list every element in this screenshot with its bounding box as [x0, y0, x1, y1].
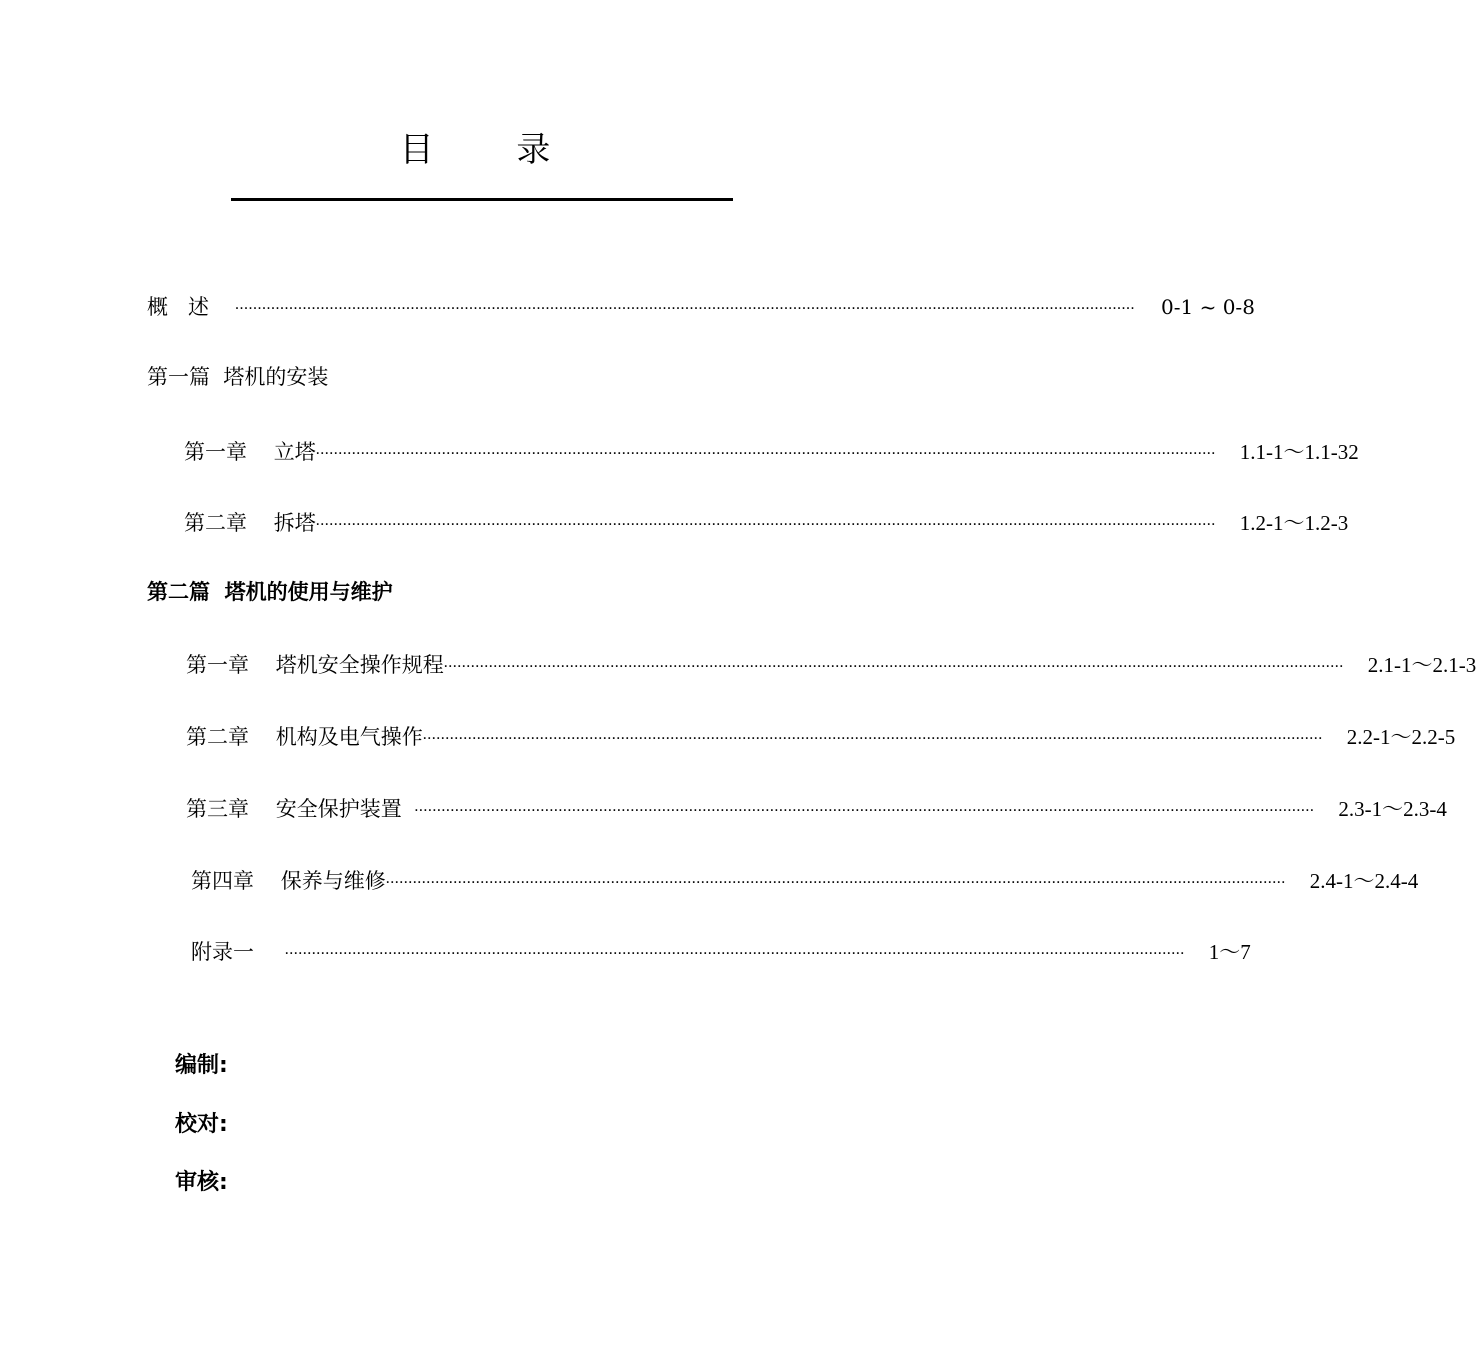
page-title: 目 录: [399, 130, 587, 170]
toc-entry-pages: 2.3-1～2.3-4: [1338, 797, 1447, 821]
signature-compiled-label: 编制:: [175, 1053, 228, 1078]
toc-entry-appendix-1[interactable]: [191, 933, 1251, 967]
toc-entry-part2-ch1[interactable]: [186, 646, 1476, 680]
toc-entry-pages: 2.1-1～2.1-3: [1367, 653, 1476, 677]
toc-entry-label: 第一章 塔机安全操作规程: [186, 653, 444, 677]
toc-entry-label: 第三章 安全保护装置: [186, 797, 409, 821]
dot-leader: ........................................................................................................................................................................................................: [385, 870, 1286, 887]
toc-entry-overview[interactable]: [147, 288, 1255, 322]
part-heading-1: 第一篇 塔机的安装: [147, 365, 329, 389]
toc-entry-part1-ch1[interactable]: [184, 433, 1359, 467]
dot-leader: ........................................................................................................................................................................................................: [235, 296, 1136, 313]
toc-entry-pages: 0-1 ~ 0-8: [1161, 295, 1255, 319]
toc-entry-label: 概 述: [147, 295, 210, 319]
dot-leader: ........................................................................................................................................................................................................: [414, 798, 1315, 815]
title-underline: [231, 198, 733, 201]
dot-leader: ........................................................................................................................................................................................................: [315, 512, 1216, 529]
toc-entry-part1-ch2[interactable]: [184, 504, 1349, 538]
toc-entry-part2-ch3[interactable]: [186, 790, 1447, 824]
toc-entry-pages: 2.2-1～2.2-5: [1346, 725, 1456, 749]
toc-entry-label: 第二章 机构及电气操作: [186, 725, 423, 749]
toc-entry-pages: 1.2-1～1.2-3: [1239, 511, 1349, 535]
toc-entry-label: 第二章 拆塔: [184, 511, 316, 535]
toc-entry-label: 第四章 保养与维修: [191, 869, 386, 893]
toc-entry-part2-ch4[interactable]: [191, 862, 1419, 896]
toc-entry-part2-ch2[interactable]: [186, 718, 1456, 752]
dot-leader: ........................................................................................................................................................................................................: [284, 941, 1185, 958]
dot-leader: ........................................................................................................................................................................................................: [443, 654, 1344, 671]
toc-entry-pages: 1.1-1～1.1-32: [1239, 440, 1359, 464]
dot-leader: ........................................................................................................................................................................................................: [422, 726, 1323, 743]
dot-leader: ........................................................................................................................................................................................................: [315, 441, 1216, 458]
signature-reviewed-label: 审核:: [175, 1170, 228, 1195]
signature-checked-label: 校对:: [175, 1112, 228, 1137]
part-heading-2: 第二篇 塔机的使用与维护: [147, 580, 393, 604]
toc-entry-pages: 1～7: [1208, 940, 1251, 964]
toc-entry-pages: 2.4-1～2.4-4: [1309, 869, 1419, 893]
toc-entry-label: 附录一: [191, 940, 281, 964]
toc-entry-label: 第一章 立塔: [184, 440, 316, 464]
